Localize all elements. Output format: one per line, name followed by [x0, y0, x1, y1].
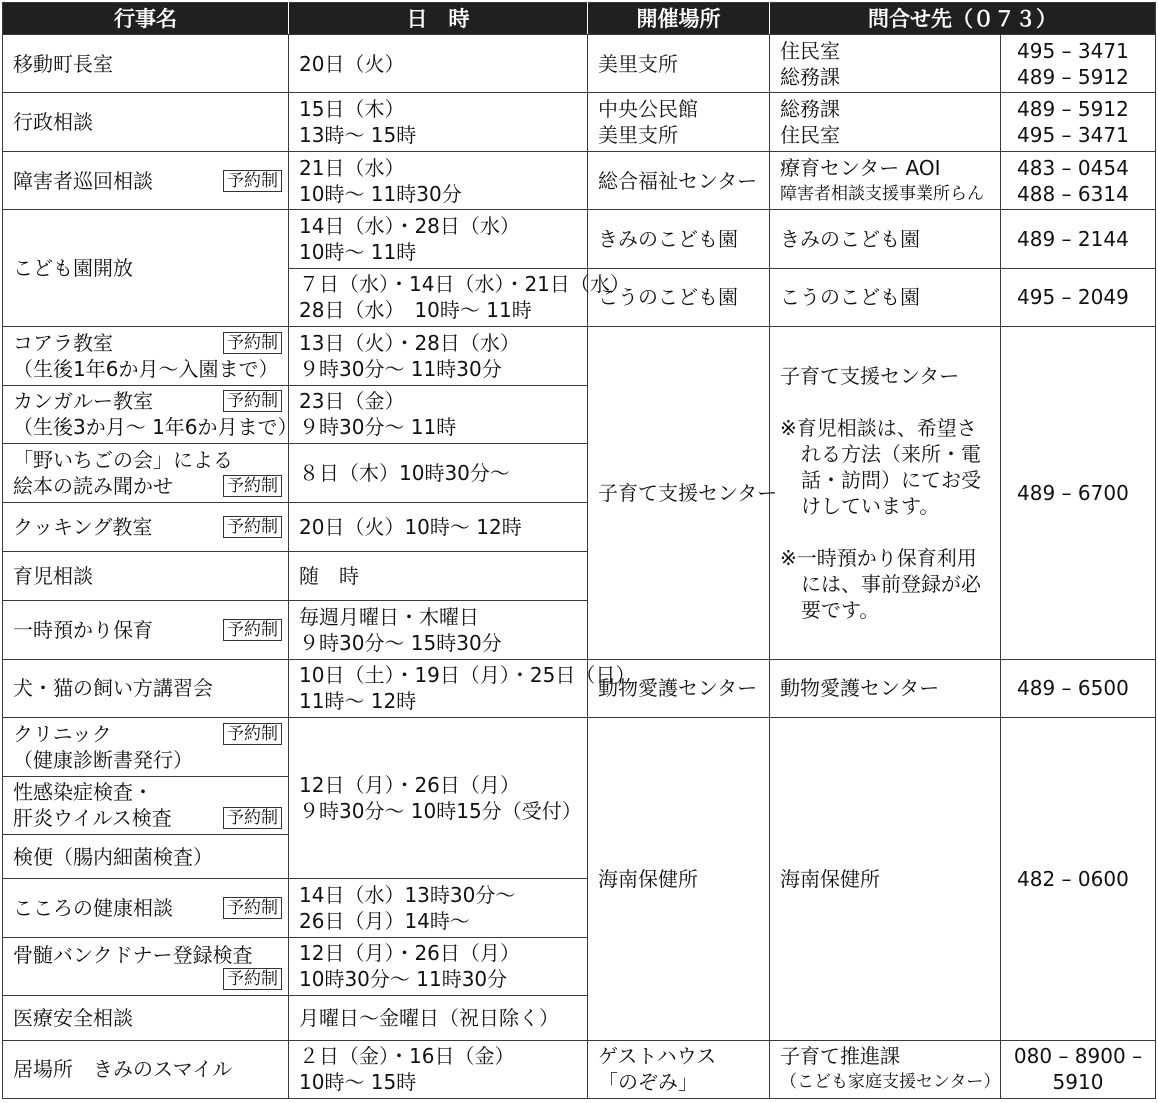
table-header-row: [3, 3, 1156, 35]
event-date: 月曜日～金曜日（祝日除く）: [289, 996, 588, 1040]
event-date: ８日（木）10時30分～: [289, 444, 588, 502]
event-venue: 海南保健所: [588, 718, 770, 1040]
event-name: 骨髄バンクドナー登録検査 予約制: [3, 937, 289, 995]
event-date: 14日（水）・28日（水） 10時～ 11時: [289, 210, 588, 268]
event-date: 14日（水）13時30分～ 26日（月）14時～: [289, 879, 588, 937]
event-contact: こうのこども園: [770, 268, 1001, 326]
header-event: 行事名: [3, 3, 289, 35]
event-date: 13日（火）・28日（水） ９時30分～ 11時30分: [289, 327, 588, 385]
event-venue: きみのこども園: [588, 210, 770, 268]
reservation-badge: 予約制: [223, 723, 282, 745]
event-venue: 総合福祉センター: [588, 151, 770, 209]
event-date: 毎週月曜日・木曜日 ９時30分～ 15時30分: [289, 601, 588, 659]
event-name: コアラ教室 予約制 （生後1年6か月～入園まで）: [3, 327, 289, 385]
reservation-badge: 予約制: [223, 475, 282, 497]
event-name: 犬・猫の飼い方講習会: [3, 659, 289, 717]
event-contact: 子育て支援センター ※育児相談は、希望される方法（来所・電話・訪問）にてお受けしています。 ※一時預かり保育利用には、事前登録が必要です。: [770, 327, 1001, 659]
event-tel: 495 – 3471 489 – 5912: [1001, 35, 1156, 93]
event-venue: こうのこども園: [588, 268, 770, 326]
event-date: 20日（火）: [289, 35, 588, 93]
event-name: こころの健康相談 予約制: [3, 879, 289, 937]
event-date: ２日（金）・16日（金） 10時～ 15時: [289, 1040, 588, 1099]
table-row: [3, 93, 1156, 151]
event-name: 居場所 きみのスマイル: [3, 1040, 289, 1099]
event-tel: 489 – 2144: [1001, 210, 1156, 268]
event-tel: 080 – 8900 – 5910: [1001, 1040, 1156, 1099]
reservation-badge: 予約制: [223, 968, 282, 990]
event-contact: 海南保健所: [770, 718, 1001, 1040]
event-date: 随 時: [289, 551, 588, 600]
event-date: 20日（火）10時～ 12時: [289, 502, 588, 551]
event-name: 検便（腸内細菌検査）: [3, 834, 289, 878]
event-tel: 495 – 2049: [1001, 268, 1156, 326]
event-venue: ゲストハウス 「のぞみ」: [588, 1040, 770, 1099]
event-venue: 中央公民館 美里支所: [588, 93, 770, 151]
event-name: 性感染症検査・ 肝炎ウイルス検査 予約制: [3, 776, 289, 834]
event-name: 一時預かり保育 予約制: [3, 601, 289, 659]
header-contact: 問合せ先（０７３）: [770, 3, 1156, 35]
event-name: 育児相談: [3, 551, 289, 600]
table-row: [3, 1040, 1156, 1099]
reservation-badge: 予約制: [223, 332, 282, 354]
event-date: 12日（月）・26日（月） ９時30分～ 10時15分（受付）: [289, 718, 588, 879]
event-schedule-table: [2, 2, 1156, 1099]
event-contact: きみのこども園: [770, 210, 1001, 268]
event-tel: 489 – 6700: [1001, 327, 1156, 659]
table-row: [3, 327, 1156, 385]
event-name: 医療安全相談: [3, 996, 289, 1040]
reservation-badge: 予約制: [223, 807, 282, 829]
event-date: 12日（月）・26日（月） 10時30分～ 11時30分: [289, 937, 588, 995]
table-row: [3, 210, 1156, 268]
event-tel: 482 – 0600: [1001, 718, 1156, 1040]
table-row: [3, 659, 1156, 717]
event-tel: 483 – 0454 488 – 6314: [1001, 151, 1156, 209]
event-contact: 動物愛護センター: [770, 659, 1001, 717]
event-contact: 子育て推進課 （こども家庭支援センター）: [770, 1040, 1001, 1099]
reservation-badge: 予約制: [223, 897, 282, 919]
event-date: 10日（土）・19日（月）・25日（日） 11時～ 12時: [289, 659, 588, 717]
note-text: ※育児相談は、希望される方法（来所・電話・訪問）にてお受けしています。: [780, 415, 981, 518]
reservation-badge: 予約制: [223, 619, 282, 641]
event-tel: 489 – 6500: [1001, 659, 1156, 717]
header-venue: 開催場所: [588, 3, 770, 35]
header-datetime: 日 時: [289, 3, 588, 35]
event-venue: 動物愛護センター: [588, 659, 770, 717]
event-contact: 住民室 総務課: [770, 35, 1001, 93]
event-contact: 療育センター AOI 障害者相談支援事業所らん: [770, 151, 1001, 209]
event-name: クリニック 予約制 （健康診断書発行）: [3, 718, 289, 776]
table-row: [3, 151, 1156, 209]
event-contact: 総務課 住民室: [770, 93, 1001, 151]
event-name: 移動町長室: [3, 35, 289, 93]
event-date: 21日（水） 10時～ 11時30分: [289, 151, 588, 209]
reservation-badge: 予約制: [223, 170, 282, 192]
event-date: 23日（金） ９時30分～ 11時: [289, 385, 588, 443]
reservation-badge: 予約制: [223, 390, 282, 412]
event-name: 行政相談: [3, 93, 289, 151]
event-tel: 489 – 5912 495 – 3471: [1001, 93, 1156, 151]
event-venue: 美里支所: [588, 35, 770, 93]
reservation-badge: 予約制: [223, 516, 282, 538]
event-name: 「野いちごの会」による 絵本の読み聞かせ 予約制: [3, 444, 289, 502]
table-row: [3, 35, 1156, 93]
table-row: [3, 718, 1156, 776]
note-text: ※一時預かり保育利用には、事前登録が必要です。: [780, 545, 981, 622]
event-date: ７日（水）・14日（水）・21日（水） 28日（水） 10時～ 11時: [289, 268, 588, 326]
event-venue: 子育て支援センター: [588, 327, 770, 659]
event-date: 15日（木） 13時～ 15時: [289, 93, 588, 151]
event-name: カンガルー教室 予約制 （生後3か月～ 1年6か月まで）: [3, 385, 289, 443]
event-name: クッキング教室 予約制: [3, 502, 289, 551]
event-name: 障害者巡回相談 予約制: [3, 151, 289, 209]
event-name: こども園開放: [3, 210, 289, 327]
